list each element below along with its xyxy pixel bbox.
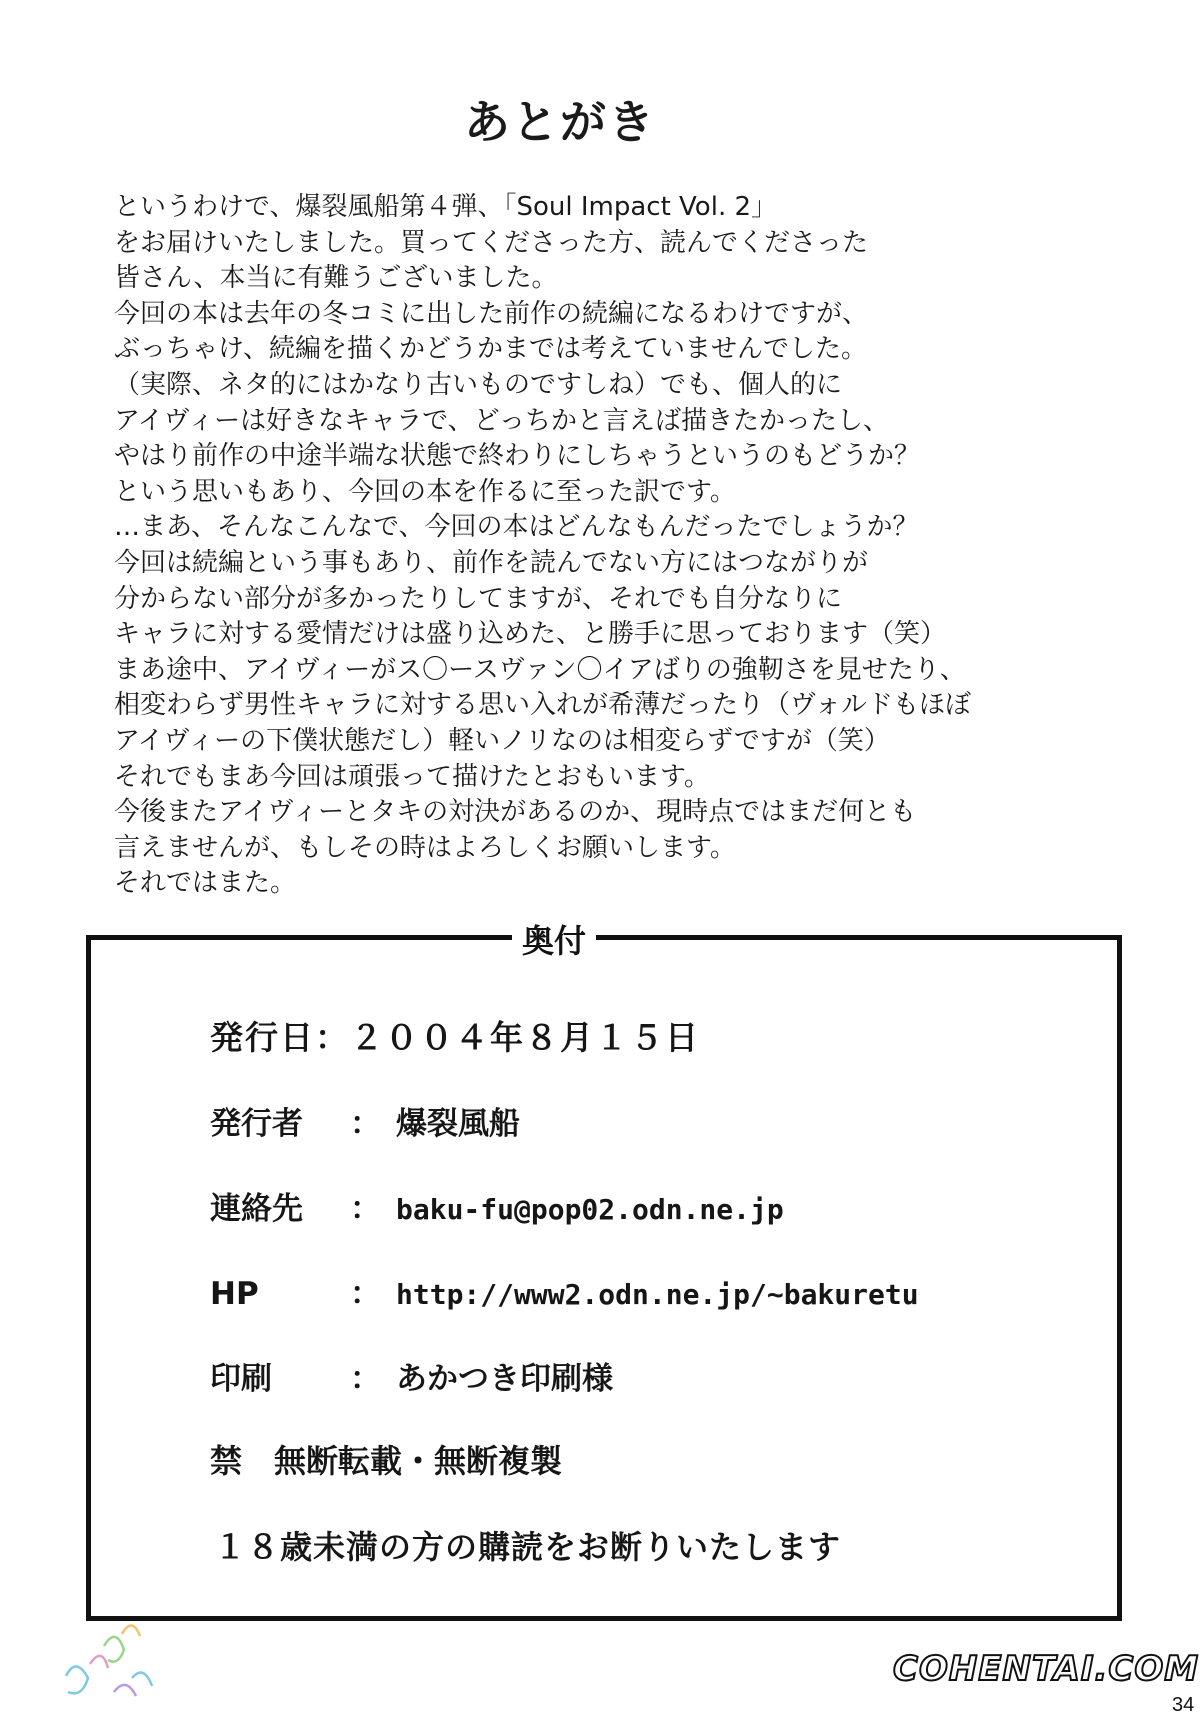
afterword-title: あとがき	[464, 95, 656, 149]
afterword-line: まあ途中、アイヴィーがス〇ースヴァン〇イアばりの強靭さを見せたり、	[114, 654, 966, 685]
site-watermark: COHENTAI.COM	[893, 1649, 1200, 1689]
separator: ：	[350, 1191, 381, 1227]
afterword-line: というわけで、爆裂風船第４弾、「Soul Impact Vol. 2」	[114, 192, 778, 222]
afterword-body	[114, 190, 1114, 902]
separator: ：	[350, 1106, 381, 1142]
publisher-row	[210, 1098, 520, 1143]
afterword-line: アイヴィーは好きなキャラで、どっちかと言えば描きたかったし、	[114, 405, 890, 436]
printer-value: あかつき印刷様	[396, 1361, 613, 1397]
contact-value: baku-fu@pop02.odn.ne.jp	[396, 1193, 784, 1226]
scanner-watermark-logo	[58, 1606, 168, 1716]
afterword-line: 今回は続編という事もあり、前作を読んでない方にはつながりが	[114, 547, 869, 578]
printer-key: 印刷	[210, 1361, 272, 1397]
afterword-line: アイヴィーの下僕状態だし）軽いノリなのは相変らずですが（笑）	[114, 725, 890, 756]
separator: ：	[350, 1276, 381, 1312]
printer-row	[210, 1353, 613, 1398]
age-notice: １８歳未満の方の購読をお断りいたします	[214, 1528, 842, 1566]
afterword-line: 今後またアイヴィーとタキの対決があるのか、現時点ではまだ何とも	[114, 797, 917, 828]
publisher-value: 爆裂風船	[396, 1106, 520, 1142]
afterword-line: それではまた。	[114, 868, 297, 899]
homepage-value: http://www2.odn.ne.jp/~bakuretu	[396, 1278, 919, 1311]
colophon-label: 奥付	[512, 916, 596, 962]
contact-row	[210, 1183, 784, 1228]
afterword-line: 分からない部分が多かったりしてますが、それでも自分なりに	[114, 583, 843, 614]
afterword-line: キャラに対する愛情だけは盛り込めた、と勝手に思っております（笑）	[114, 619, 947, 650]
afterword-line: という思いもあり、今回の本を作るに至った訳です。	[114, 476, 736, 507]
afterword-line: をお届けいたしました。買ってくださった方、読んでくださった	[114, 227, 869, 258]
afterword-line: やはり前作の中途半端な状態で終わりにしちゃうというのもどうか？	[114, 441, 921, 472]
afterword-line: それでもまあ今回は頑張って描けたとおもいます。	[114, 761, 710, 792]
homepage-key: HP	[210, 1276, 259, 1312]
afterword-line: ぶっちゃけ、続編を描くかどうかまでは考えていませんでした。	[114, 334, 867, 365]
reproduction-notice: 禁 無断転載・無断複製	[210, 1442, 563, 1480]
afterword-line: 皆さん、本当に有難うございました。	[114, 263, 558, 294]
issue-date: 発行日：２００４年８月１５日	[210, 1018, 700, 1057]
contact-key: 連絡先	[210, 1191, 303, 1227]
separator: ：	[350, 1361, 381, 1397]
afterword-line: …まあ、そんなこんなで、今回の本はどんなもんだったでしょうか？	[114, 512, 919, 543]
page-number: 34	[1172, 1694, 1195, 1716]
publisher-key: 発行者	[210, 1106, 303, 1142]
afterword-line: 言えませんが、もしその時はよろしくお願いします。	[114, 832, 736, 863]
afterword-line: 今回の本は去年の冬コミに出した前作の続編になるわけですが、	[114, 298, 869, 329]
afterword-line: （実際、ネタ的にはかなり古いものですしね）でも、個人的に	[114, 369, 843, 400]
homepage-row	[210, 1268, 919, 1313]
afterword-line: 相変わらず男性キャラに対する思い入れが希薄だったり（ヴォルドもほぼ	[114, 690, 971, 721]
